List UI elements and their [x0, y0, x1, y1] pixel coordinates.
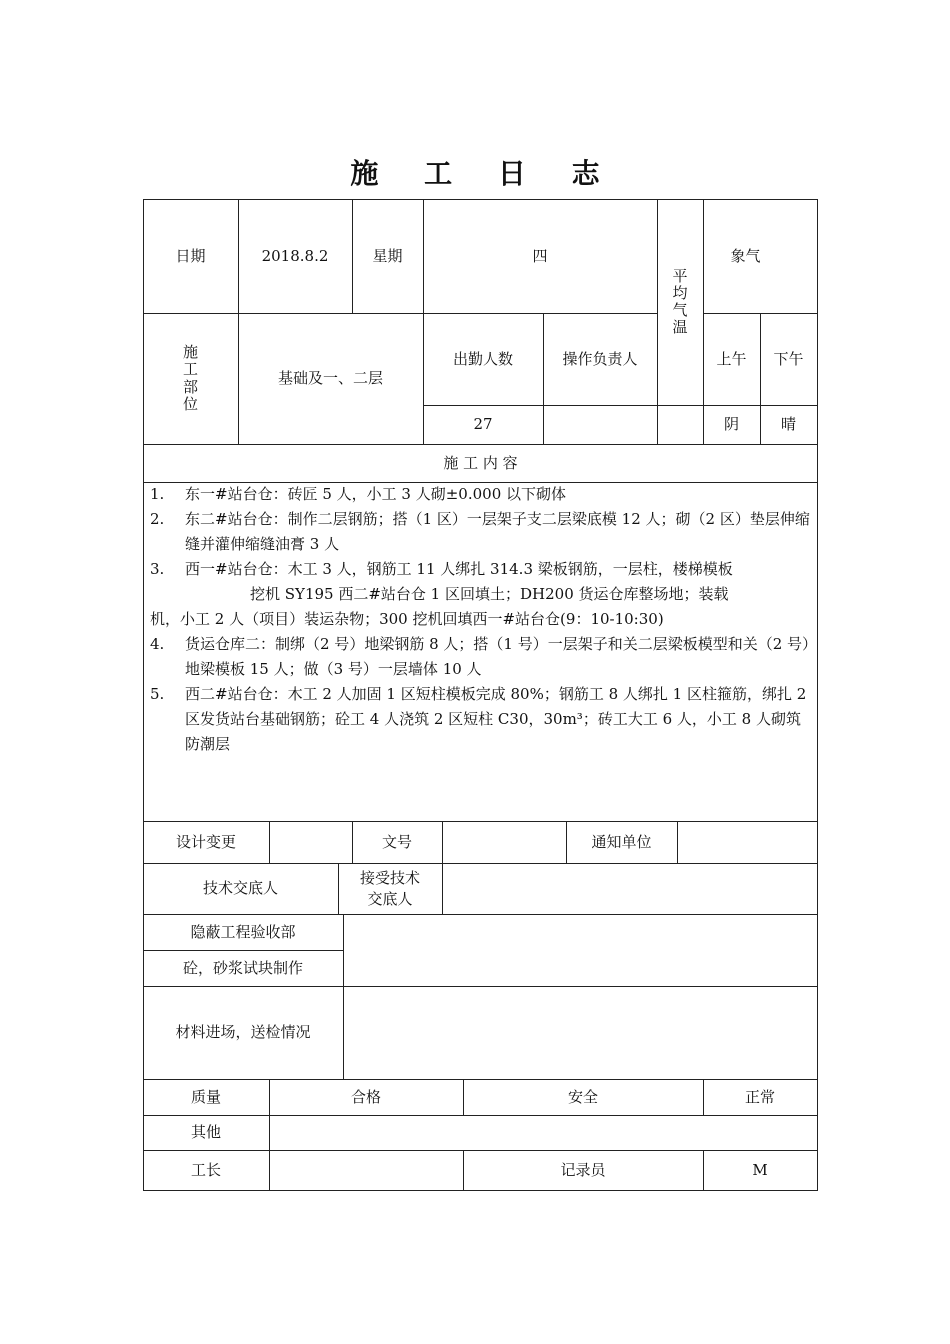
avg-temp-label: 平均气温 [672, 266, 688, 337]
weekday-label: 星期 [372, 246, 403, 265]
list-item: 3. 西一#站台仓：木工 3 人，钢筋工 11 人绑扎 314.3 梁板钢筋，一层柱，楼梯模板 [150, 560, 733, 578]
safety-value: 正常 [744, 1087, 775, 1106]
notice-unit-label: 通知单位 [591, 832, 652, 851]
date-value: 2018.8.2 [261, 246, 329, 265]
mortar-label: 砼，砂浆试块制作 [182, 958, 303, 977]
doc-no-label: 文号 [381, 832, 412, 851]
weather-label: 象气 [730, 246, 761, 265]
am-value: 阴 [723, 415, 739, 434]
content-list [150, 482, 810, 757]
foreman-label: 工长 [190, 1160, 221, 1179]
operator-value [543, 405, 657, 444]
quality-label: 质量 [190, 1087, 221, 1106]
other-label: 其他 [190, 1123, 221, 1142]
design-change-label: 设计变更 [175, 832, 236, 851]
list-item: 1. 东一#站台仓：砖匠 5 人，小工 3 人砌±0.000 以下砌体 [150, 485, 567, 503]
attendance-value: 27 [473, 415, 493, 434]
attendance-label: 出勤人数 [452, 349, 513, 368]
site-value: 基础及一、二层 [277, 369, 383, 388]
quality-value: 合格 [350, 1087, 381, 1106]
am-label: 上午 [716, 349, 747, 368]
operator-label: 操作负责人 [562, 349, 638, 368]
content-heading: 施 工 内 容 [443, 453, 518, 472]
design-change-value [269, 821, 352, 863]
doc-no-value [442, 821, 566, 863]
notice-unit-value [677, 821, 817, 863]
tech-receiver-label: 接受技术交底人 [359, 869, 420, 908]
material-label: 材料进场，送检情况 [175, 1023, 311, 1042]
date-label: 日期 [175, 246, 206, 265]
hidden-inspection-label: 隐蔽工程验收部 [190, 922, 296, 941]
list-item: 4. 货运仓库二：制绑（2 号）地梁钢筋 8 人；搭（1 号）一层架子和关二层梁板模型和关（2 号）地梁模板 15 人；做（3 号）一层墙体 10 人 [150, 635, 810, 678]
other-value [269, 1115, 817, 1150]
list-item-continuation: 挖机 SY195 西二#站台仓 1 区回填土；DH200 货运仓库整场地；装载 [250, 585, 729, 603]
page-title: 施 工 日 志 [350, 157, 618, 190]
pm-label: 下午 [773, 349, 804, 368]
tech-receiver-value [442, 863, 817, 914]
foreman-value [269, 1150, 463, 1190]
list-item: 2. 东二#站台仓：制作二层钢筋；搭（1 区）一层架子支二层梁底模 12 人；砌（2 区）垫层伸缩缝并灌伸缩缝油膏 3 人 [150, 510, 810, 553]
recorder-label: 记录员 [560, 1160, 606, 1179]
list-item-continuation: 机，小工 2 人（项目）装运杂物；300 挖机回填西一#站台仓(9：10-10:30) [150, 610, 664, 628]
tech-brief-label: 技术交底人 [202, 879, 278, 898]
site-label: 施工部位 [182, 343, 198, 413]
weekday-value: 四 [532, 246, 548, 265]
pm-value: 晴 [780, 415, 796, 434]
list-item: 5. 西二#站台仓：木工 2 人加固 1 区短柱模板完成 80%；钢筋工 8 人绑扎 1 区柱箍筋，绑扎 2 区发货站台基础钢筋；砼工 4 人浇筑 2 区短柱 C30，30m³；砖工大工 6 人，小工 8 人砌筑防潮层 [150, 685, 807, 753]
safety-label: 安全 [567, 1087, 598, 1106]
recorder-value: M [752, 1160, 768, 1179]
